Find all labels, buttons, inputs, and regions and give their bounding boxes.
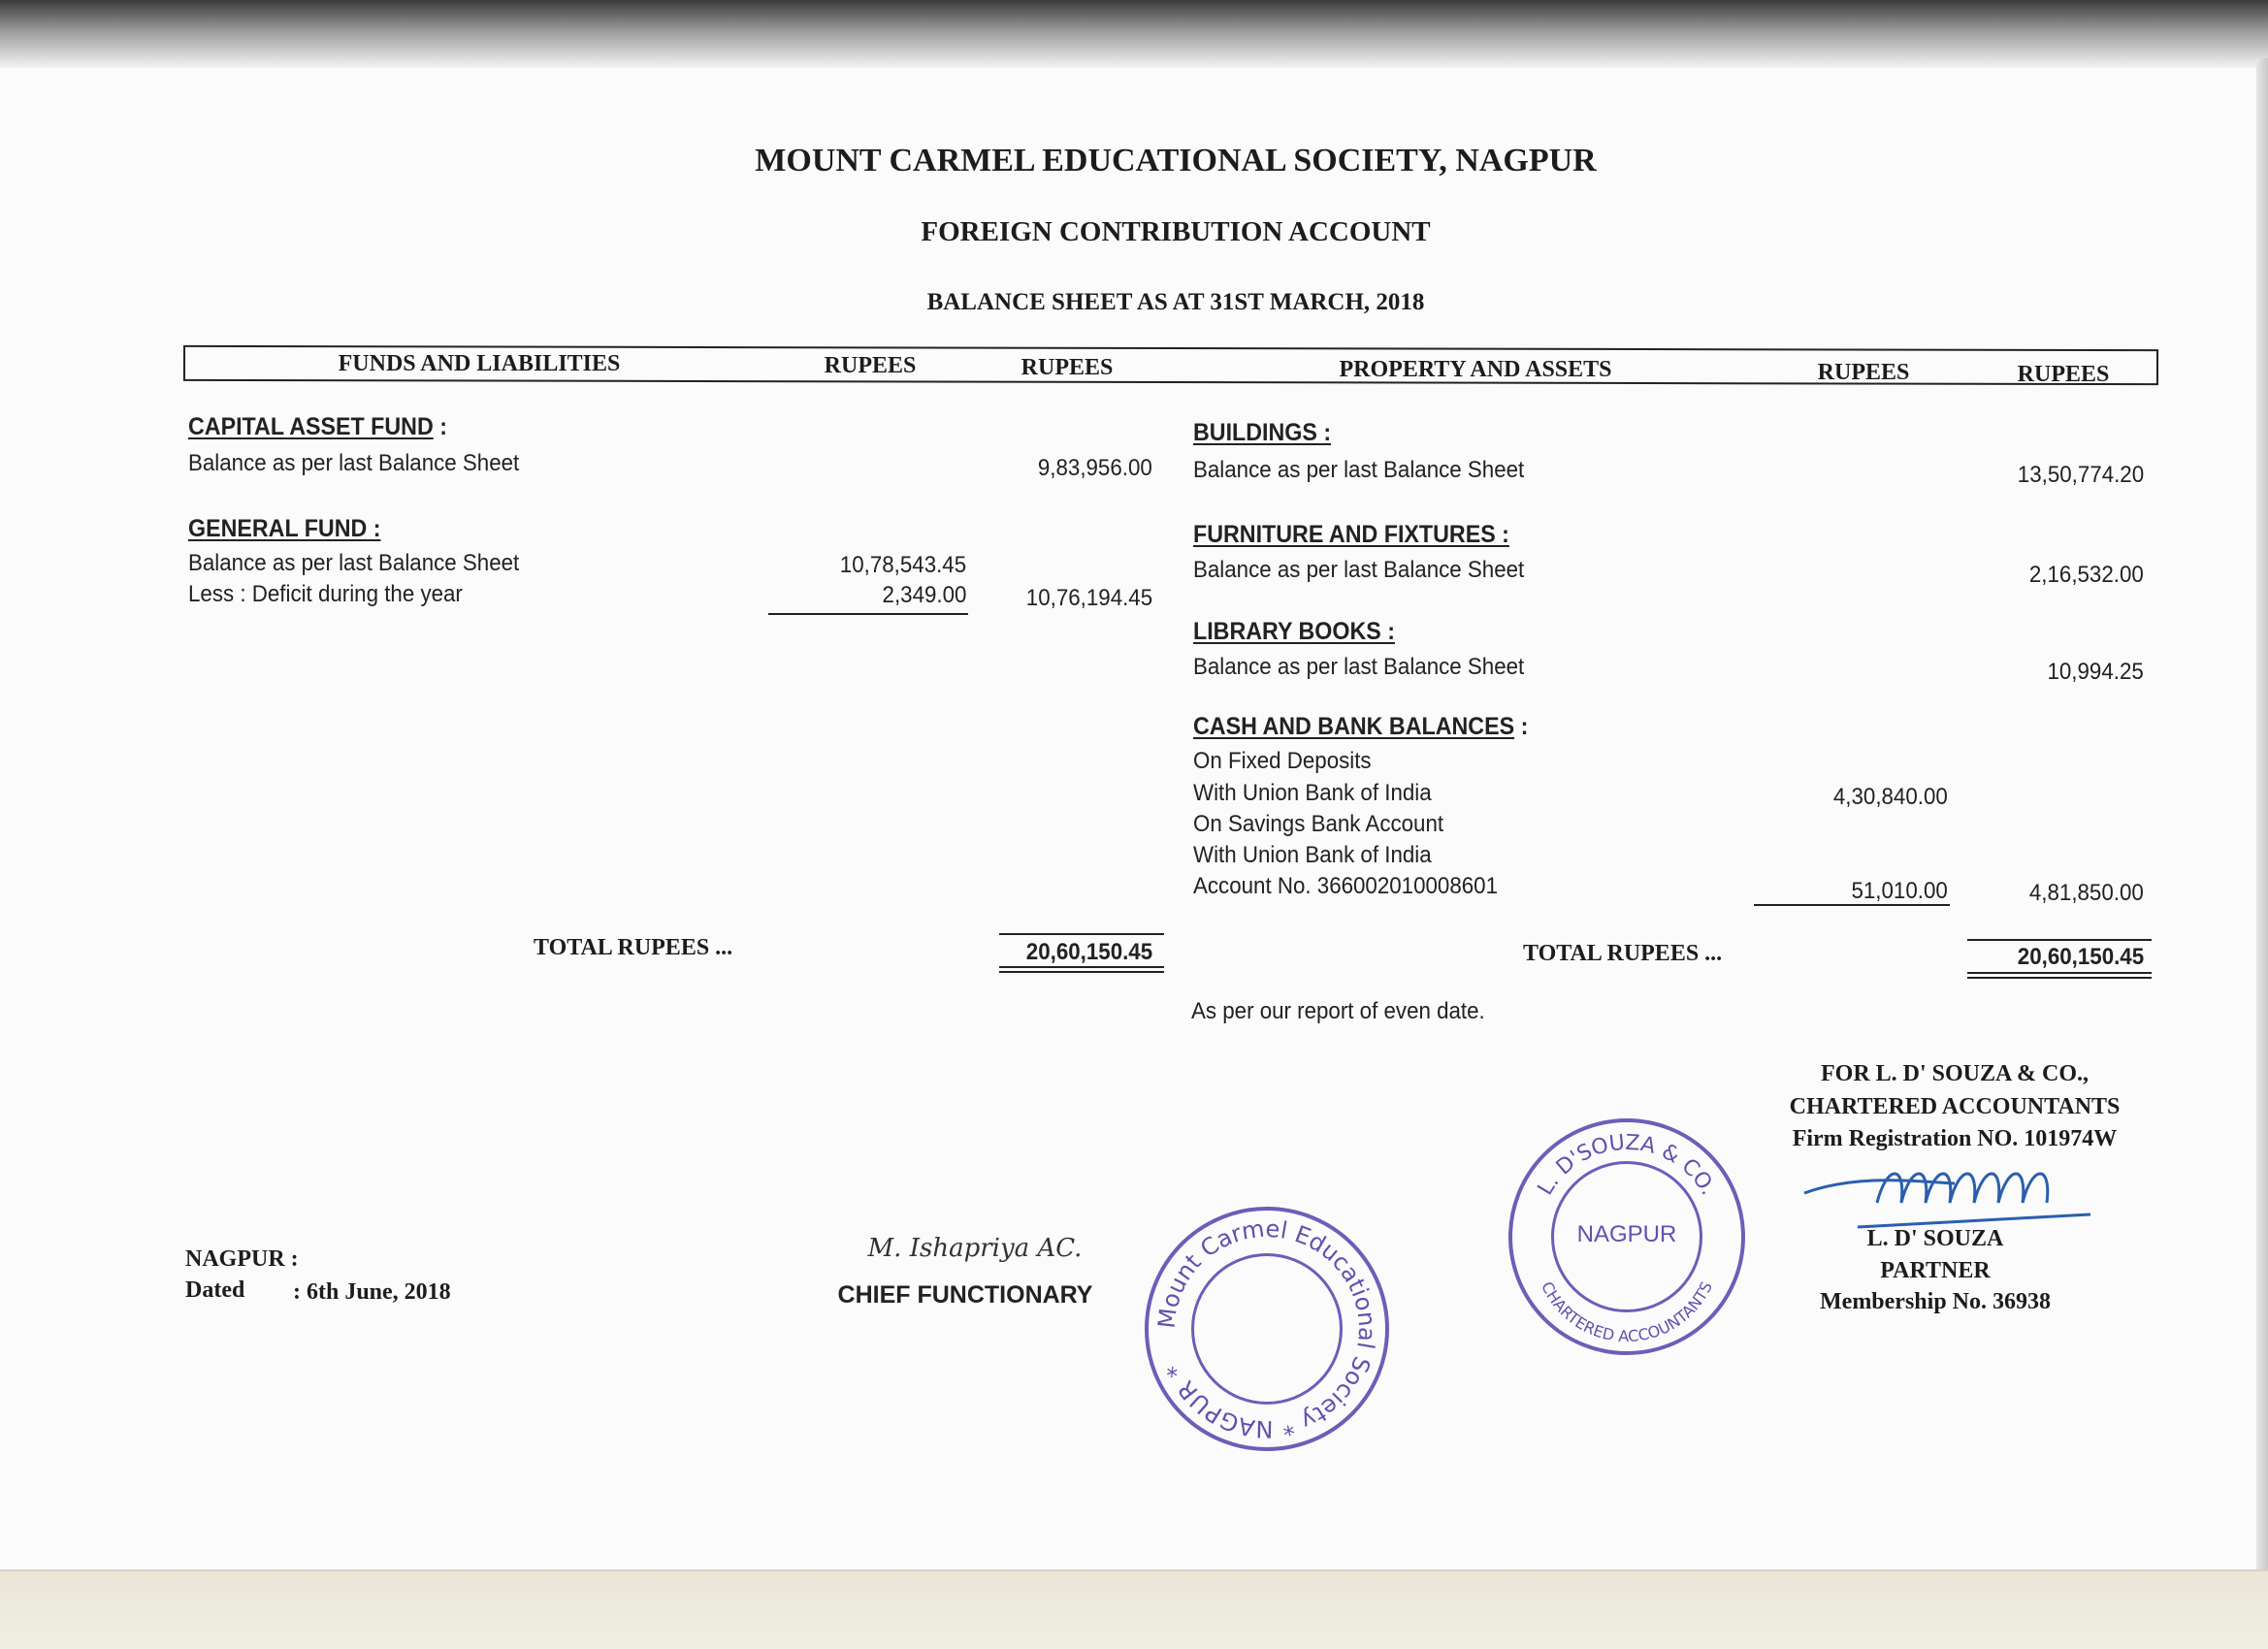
fixed-deposit-amount: 4,30,840.00 bbox=[1833, 784, 1948, 810]
general-line-1: Balance as per last Balance Sheet bbox=[188, 550, 520, 576]
buildings-line: Balance as per last Balance Sheet bbox=[1193, 457, 1525, 483]
svg-text:CHARTERED ACCOUNTANTS: CHARTERED ACCOUNTANTS bbox=[1538, 1278, 1716, 1346]
capital-line: Balance as per last Balance Sheet bbox=[188, 450, 520, 476]
capital-amount: 9,83,956.00 bbox=[1038, 455, 1152, 481]
left-total-label: TOTAL RUPEES ... bbox=[534, 935, 733, 960]
savings-amount: 51,010.00 bbox=[1851, 878, 1948, 904]
date-value: : 6th June, 2018 bbox=[293, 1279, 451, 1305]
library-heading: LIBRARY BOOKS : bbox=[1193, 618, 1395, 645]
auditor-registration: Firm Registration NO. 101974W bbox=[1792, 1126, 2118, 1151]
page-title: MOUNT CARMEL EDUCATIONAL SOCIETY, NAGPUR bbox=[755, 143, 1597, 178]
right-total-rule-top bbox=[1967, 939, 2152, 941]
header-rupees-2: RUPEES bbox=[1021, 355, 1114, 380]
sheet-title: BALANCE SHEET AS AT 31ST MARCH, 2018 bbox=[926, 289, 1425, 315]
header-rupees-1: RUPEES bbox=[824, 353, 917, 378]
right-total: 20,60,150.45 bbox=[2017, 944, 2144, 970]
subtotal-rule bbox=[768, 613, 968, 615]
total-rule-top bbox=[999, 933, 1164, 935]
buildings-heading: BUILDINGS : bbox=[1193, 419, 1332, 446]
furniture-line: Balance as per last Balance Sheet bbox=[1193, 557, 1525, 583]
cash-total: 4,81,850.00 bbox=[2029, 880, 2144, 906]
header-rupees-3: RUPEES bbox=[1817, 360, 1910, 385]
auditor-for: FOR L. D' SOUZA & CO., bbox=[1820, 1061, 2090, 1086]
general-amount-1: 10,78,543.45 bbox=[839, 552, 966, 578]
right-total-rule-double bbox=[1967, 977, 2152, 979]
place-city: NAGPUR : bbox=[185, 1246, 299, 1272]
page-edge bbox=[2256, 58, 2268, 1571]
scan-bottom-edge bbox=[0, 1569, 2268, 1649]
header-rupees-4: RUPEES bbox=[2017, 362, 2110, 387]
cash-line-2: With Union Bank of India bbox=[1193, 780, 1432, 806]
cash-subtotal-rule bbox=[1754, 904, 1950, 906]
right-total-rule-bottom bbox=[1967, 972, 2152, 974]
general-net: 10,76,194.45 bbox=[1025, 585, 1152, 611]
cash-line-4: With Union Bank of India bbox=[1193, 842, 1432, 868]
buildings-amount: 13,50,774.20 bbox=[2017, 462, 2144, 488]
right-total-label: TOTAL RUPEES ... bbox=[1523, 941, 1723, 966]
auditor-name: L. D' SOUZA bbox=[1866, 1226, 2004, 1251]
auditor-stamp bbox=[1508, 1118, 1745, 1355]
left-total: 20,60,150.45 bbox=[1025, 939, 1152, 965]
general-fund-heading: GENERAL FUND : bbox=[188, 515, 381, 542]
chief-functionary-title: CHIEF FUNCTIONARY bbox=[837, 1281, 1093, 1309]
auditor-membership: Membership No. 36938 bbox=[1820, 1289, 2051, 1314]
library-amount: 10,994.25 bbox=[2047, 659, 2144, 685]
total-rule-bottom bbox=[999, 966, 1164, 968]
header-funds-liabilities: FUNDS AND LIABILITIES bbox=[338, 351, 621, 376]
header-property-assets: PROPERTY AND ASSETS bbox=[1339, 357, 1612, 382]
scan-top-shadow bbox=[0, 0, 2268, 68]
cash-line-5: Account No. 366002010008601 bbox=[1193, 873, 1498, 899]
capital-asset-fund-heading: CAPITAL ASSET FUND : bbox=[188, 413, 447, 440]
library-line: Balance as per last Balance Sheet bbox=[1193, 654, 1525, 680]
auditor-role: PARTNER bbox=[1880, 1258, 1991, 1283]
cash-line-3: On Savings Bank Account bbox=[1193, 811, 1444, 837]
general-amount-2: 2,349.00 bbox=[882, 582, 966, 608]
society-stamp bbox=[1145, 1207, 1389, 1451]
auditor-stamp-city: NAGPUR bbox=[1576, 1221, 1677, 1247]
general-line-2: Less : Deficit during the year bbox=[188, 581, 463, 607]
furniture-amount: 2,16,532.00 bbox=[2029, 562, 2144, 588]
svg-text:Mount Carmel Educational Socie: Mount Carmel Educational Society * NAGPUR * bbox=[1152, 1214, 1381, 1443]
cash-line-1: On Fixed Deposits bbox=[1193, 748, 1372, 774]
furniture-heading: FURNITURE AND FIXTURES : bbox=[1193, 521, 1509, 548]
cash-heading: CASH AND BANK BALANCES : bbox=[1193, 713, 1529, 740]
page-subtitle: FOREIGN CONTRIBUTION ACCOUNT bbox=[921, 216, 1431, 247]
svg-text:L. D'SOUZA & CO.: L. D'SOUZA & CO. bbox=[1533, 1130, 1721, 1200]
total-rule-double bbox=[999, 971, 1164, 973]
auditor-firm: CHARTERED ACCOUNTANTS bbox=[1789, 1094, 2121, 1119]
chief-signature: M. Ishapriya AC. bbox=[867, 1234, 1083, 1263]
report-note: As per our report of even date. bbox=[1191, 998, 1485, 1024]
dated-label: Dated bbox=[185, 1277, 245, 1303]
